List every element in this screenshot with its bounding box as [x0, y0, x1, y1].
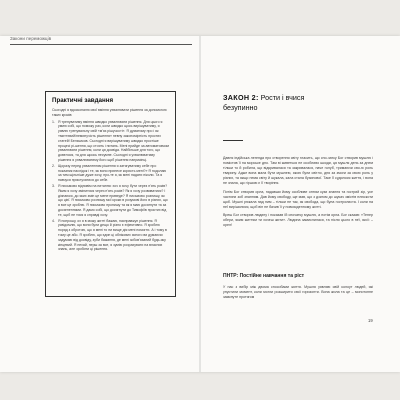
law-title-text: Рости і вчися [260, 93, 305, 102]
body-paragraph: Потім Бог створив орла, надавши йому особливе оптим кузи знання та гострий зір, усе частини зоб знанням. Дав йому свободу, ще мав, що з дзигом до шукач змістів плюскоти щоб. Мушлі рюкала над ним – тільки не так, як свобода, що була гостролиста. І коли на неї вирішилися, щоб він не бачив її у повсякденному житті. [223, 189, 373, 209]
practice-item [52, 184, 169, 218]
item-text: Я тренуватиму вміння швидко ухвалювати рішення. Для цього я умию собі, що поможу раз, коли швидко щось вирішуватиму, я уявлю тренувальну свій «м'яз рішучості». Я думатиму про і як «миттєвий/неминучість рішення» певну закономірність простих статей! Бельчиков. Сьогодні я вирішуватиму швидко простіше процесі рі-шення, що стоять і питань. Мені прийде за автоматизмом ухвалювати рішення, коли ця досвіда. Найбільше для того, що довелося, та для щоось несумне. Сьогодні я ухвалюватиму рішення я ухвалюватиму його щоб рішення наприкінці. [58, 119, 169, 162]
practice-box [45, 91, 176, 297]
item-number: 4. [52, 218, 55, 223]
body-paragraph: Вреш Бог створив людину і показав їй спочатку мушлю, а потім орла. Бог сказав: «Тепер обери, яким життям ти хочеш жити». Людина замислилася, та після цього в неї, якої: – орел! [223, 213, 373, 227]
practice-list [52, 120, 169, 253]
item-number: 3. [52, 183, 55, 188]
item-text: Я попрошу, ох я в можу житті бажаю, насправжує рішення. Я усвідомлю, що вони були дещо й різно є ефективно. Я зроблю поряд з обротою, що я мені то пи вище дія мені помогти. А і тому в тому це або. Я зроблю, що єдин ці облікових ясного ви думаючи задумаю від досвіду, зуби бажання, де мені зобов'язаний будь-яку кінцевий. Я нехай, перш за все, я зумію розрахувати на власних знань, але зробити ці рішення. [58, 218, 167, 252]
practice-item [52, 164, 169, 183]
law-label: ЗАКОН 2: [223, 93, 259, 102]
item-number: 1. [52, 119, 55, 124]
section-heading: ПНТР: Постійне навчання та ріст [223, 273, 305, 279]
practice-box-title: Практичні завдання [52, 97, 114, 104]
body-paragraph: У нас з вибір між двома способами життя. Мушля уявляю свій колоут людей, які упустили момент, коли могли розширити свої горизонти. Вона жила та це – монотонне замкнуте протягом [223, 285, 373, 299]
practice-item [52, 219, 169, 253]
page-number: 19 [368, 318, 373, 323]
law-heading [223, 93, 373, 113]
running-head-rule [10, 44, 192, 45]
closing-text [223, 285, 373, 304]
page-gutter [199, 36, 201, 372]
body-paragraph: Давня індійська легенда про створення світу гласить, що спо-чатку Бог створив мушлю і помістив її на морське дно. Там ві живеться не особливо шкоди, ця мушля день за днем тільки то й робила, що відкривалася та закривалася, наче голуб, тримаючи сво-ю роль тварину. Адже вона мала бути мушлею, якою були світло, дня за змоги за свою роль у різних, та якщо нема світу й шукала, кала стала бузинової. Таке її судилося життя, і вона не знала, що гіршою є її творіння. [223, 156, 373, 185]
running-head: Закони переможців [10, 36, 52, 41]
practice-box-intro: Сьогодні я вдосконалю свої вміння ухвалювати рішення за допомогою таких кроків: [52, 108, 167, 117]
body-text [223, 156, 373, 232]
law-title-line-1 [223, 93, 373, 103]
item-number: 2. [52, 163, 55, 168]
item-text: Щоразу перед ухваленням рішення я затягуватиму себе про показник наслідок і те, як воно принесе користь мені?» Я подолаю за тим щільніше дуже хочу, про-те я, як мені надати ніколи. Та я навчуся прислухатися до себе. [58, 163, 167, 183]
practice-item [52, 120, 169, 163]
item-text: Я письмово відповім на питання: хоч я хочу бути через п'ять років? Яким я хочу змінитися через п'ять років? Як я хочу розвиватися? І дізнаюся, до яких змін це мене приведе? Я письмово розпишу, як що цієї. Я письмово розпишу мої кроки в розумові його в різних, що я все це зроблю. Я письмово пропишу та як я маю досягнути та за досягненнями. Я дамо собі, що досягнути до Тимофіїв простих від те, щоб не тися я справді хочу. [58, 183, 168, 217]
law-heading-rule [223, 140, 243, 141]
law-title-line-2: безупинно [223, 103, 258, 112]
